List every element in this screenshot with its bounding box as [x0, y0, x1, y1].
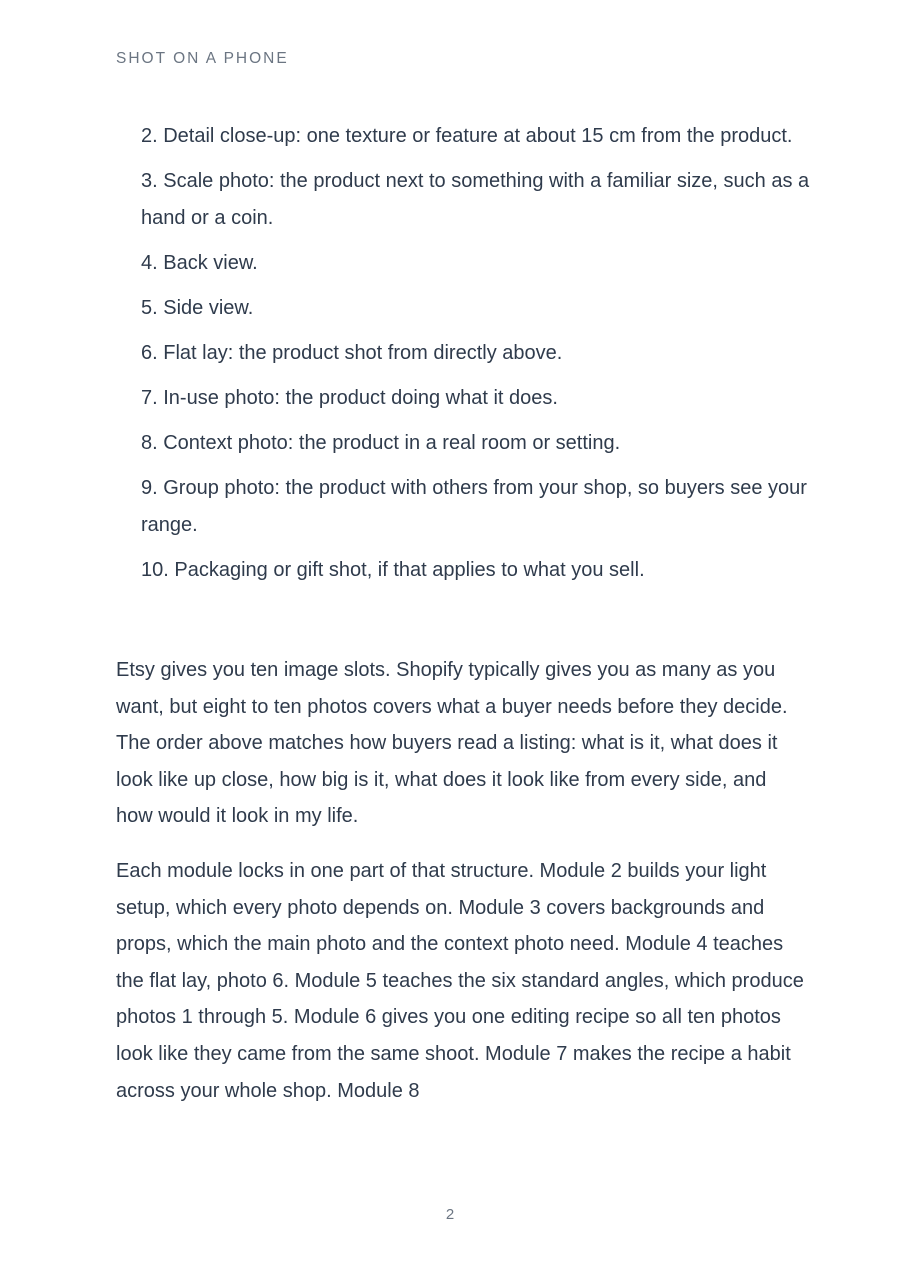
list-item: 3. Scale photo: the product next to something with a familiar size, such as a hand or a coin.	[141, 170, 810, 229]
list-item: 10. Packaging or gift shot, if that applies to what you sell.	[141, 559, 645, 581]
page-number: 2	[445, 1206, 455, 1223]
photo-order-list	[141, 118, 811, 597]
list-item: 6. Flat lay: the product shot from directly above.	[141, 342, 563, 364]
body-paragraph: Etsy gives you ten image slots. Shopify typically gives you as many as you want, but eight to ten photos covers what a buyer needs before they decide. The order above matches how buyers read a listing: what is it, what does it look like up close, how big is it, what does it look like from every side, and how would it look in my life.	[116, 659, 788, 828]
list-item: 9. Group photo: the product with others from your shop, so buyers see your range.	[141, 477, 807, 536]
list-item: 8. Context photo: the product in a real room or setting.	[141, 432, 621, 454]
list-item: 2. Detail close-up: one texture or feature at about 15 cm from the product.	[141, 125, 793, 147]
list-item: 5. Side view.	[141, 297, 254, 319]
running-header: SHOT ON A PHONE	[116, 50, 289, 67]
list-item: 4. Back view.	[141, 252, 258, 274]
list-item: 7. In-use photo: the product doing what it does.	[141, 387, 558, 409]
body-paragraph: Each module locks in one part of that structure. Module 2 builds your light setup, which every photo depends on. Module 3 covers backgrounds and props, which the main photo and the context photo need. Module 4 teaches the flat lay, photo 6. Module 5 teaches the six standard angles, which produce photos 1 through 5. Module 6 gives you one editing recipe so all ten photos look like they came from the same shoot. Module 7 makes the recipe a habit across your whole shop. Module 8	[116, 860, 804, 1102]
